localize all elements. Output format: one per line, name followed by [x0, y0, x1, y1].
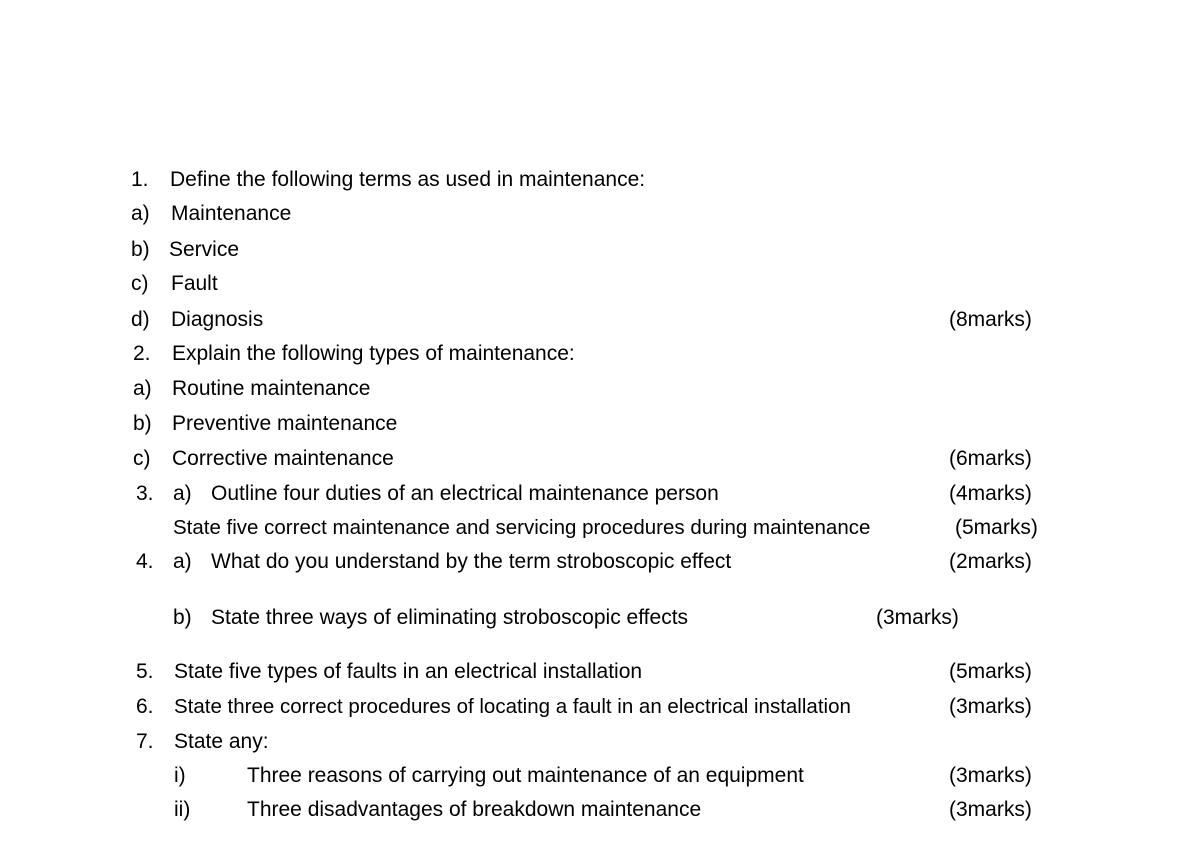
q3a-text: Outline four duties of an electrical maintenance person — [211, 482, 719, 505]
q7i-label: i) — [174, 764, 186, 787]
q5-number: 5. — [136, 660, 154, 683]
q2-marks: (6marks) — [949, 447, 1032, 470]
q1c-text: Fault — [171, 272, 218, 295]
q7i-marks: (3marks) — [949, 764, 1032, 787]
q5-text: State five types of faults in an electrical installation — [174, 660, 643, 683]
q4-number: 4. — [136, 550, 154, 573]
q2-number: 2. — [133, 342, 151, 365]
q1d-label: d) — [131, 308, 150, 331]
q3b-text: State five correct maintenance and servicing procedures during maintenance — [173, 516, 871, 539]
q7i-text: Three reasons of carrying out maintenance of an equipment — [247, 764, 804, 787]
q2a-label: a) — [133, 377, 152, 400]
q2a-text: Routine maintenance — [172, 377, 371, 400]
q2b-text: Preventive maintenance — [172, 412, 398, 435]
q3-number: 3. — [136, 482, 154, 505]
q1b-text: Service — [169, 238, 240, 261]
q1-text: Define the following terms as used in maintenance: — [170, 168, 646, 191]
q2c-label: c) — [133, 447, 151, 470]
q4a-label: a) — [173, 550, 192, 573]
q1-marks: (8marks) — [949, 308, 1032, 331]
q5-marks: (5marks) — [949, 660, 1032, 683]
q6-number: 6. — [136, 695, 154, 718]
q7-text: State any: — [174, 730, 269, 753]
q7ii-marks: (3marks) — [949, 798, 1032, 821]
q3a-marks: (4marks) — [949, 482, 1032, 505]
q1a-label: a) — [131, 202, 150, 225]
q3b-marks: (5marks) — [955, 516, 1038, 539]
q4b-marks: (3marks) — [876, 606, 959, 629]
q6-marks: (3marks) — [949, 695, 1032, 718]
q3a-label: a) — [173, 482, 192, 505]
q4b-text: State three ways of eliminating stroboscopic effects — [211, 606, 689, 629]
q1a-text: Maintenance — [171, 202, 292, 225]
q7-number: 7. — [136, 730, 154, 753]
q7ii-label: ii) — [174, 798, 191, 821]
q4a-text: What do you understand by the term stroboscopic effect — [211, 550, 732, 573]
q7ii-text: Three disadvantages of breakdown maintenance — [247, 798, 702, 821]
q2c-text: Corrective maintenance — [172, 447, 394, 470]
q1-number: 1. — [131, 168, 149, 191]
q1d-text: Diagnosis — [171, 308, 264, 331]
q4a-marks: (2marks) — [949, 550, 1032, 573]
q1b-label: b) — [131, 238, 150, 261]
q6-text: State three correct procedures of locating a fault in an electrical installation — [174, 695, 851, 718]
q4b-label: b) — [173, 606, 192, 629]
q2-text: Explain the following types of maintenance: — [172, 342, 575, 365]
q2b-label: b) — [133, 412, 152, 435]
q1c-label: c) — [131, 272, 149, 295]
